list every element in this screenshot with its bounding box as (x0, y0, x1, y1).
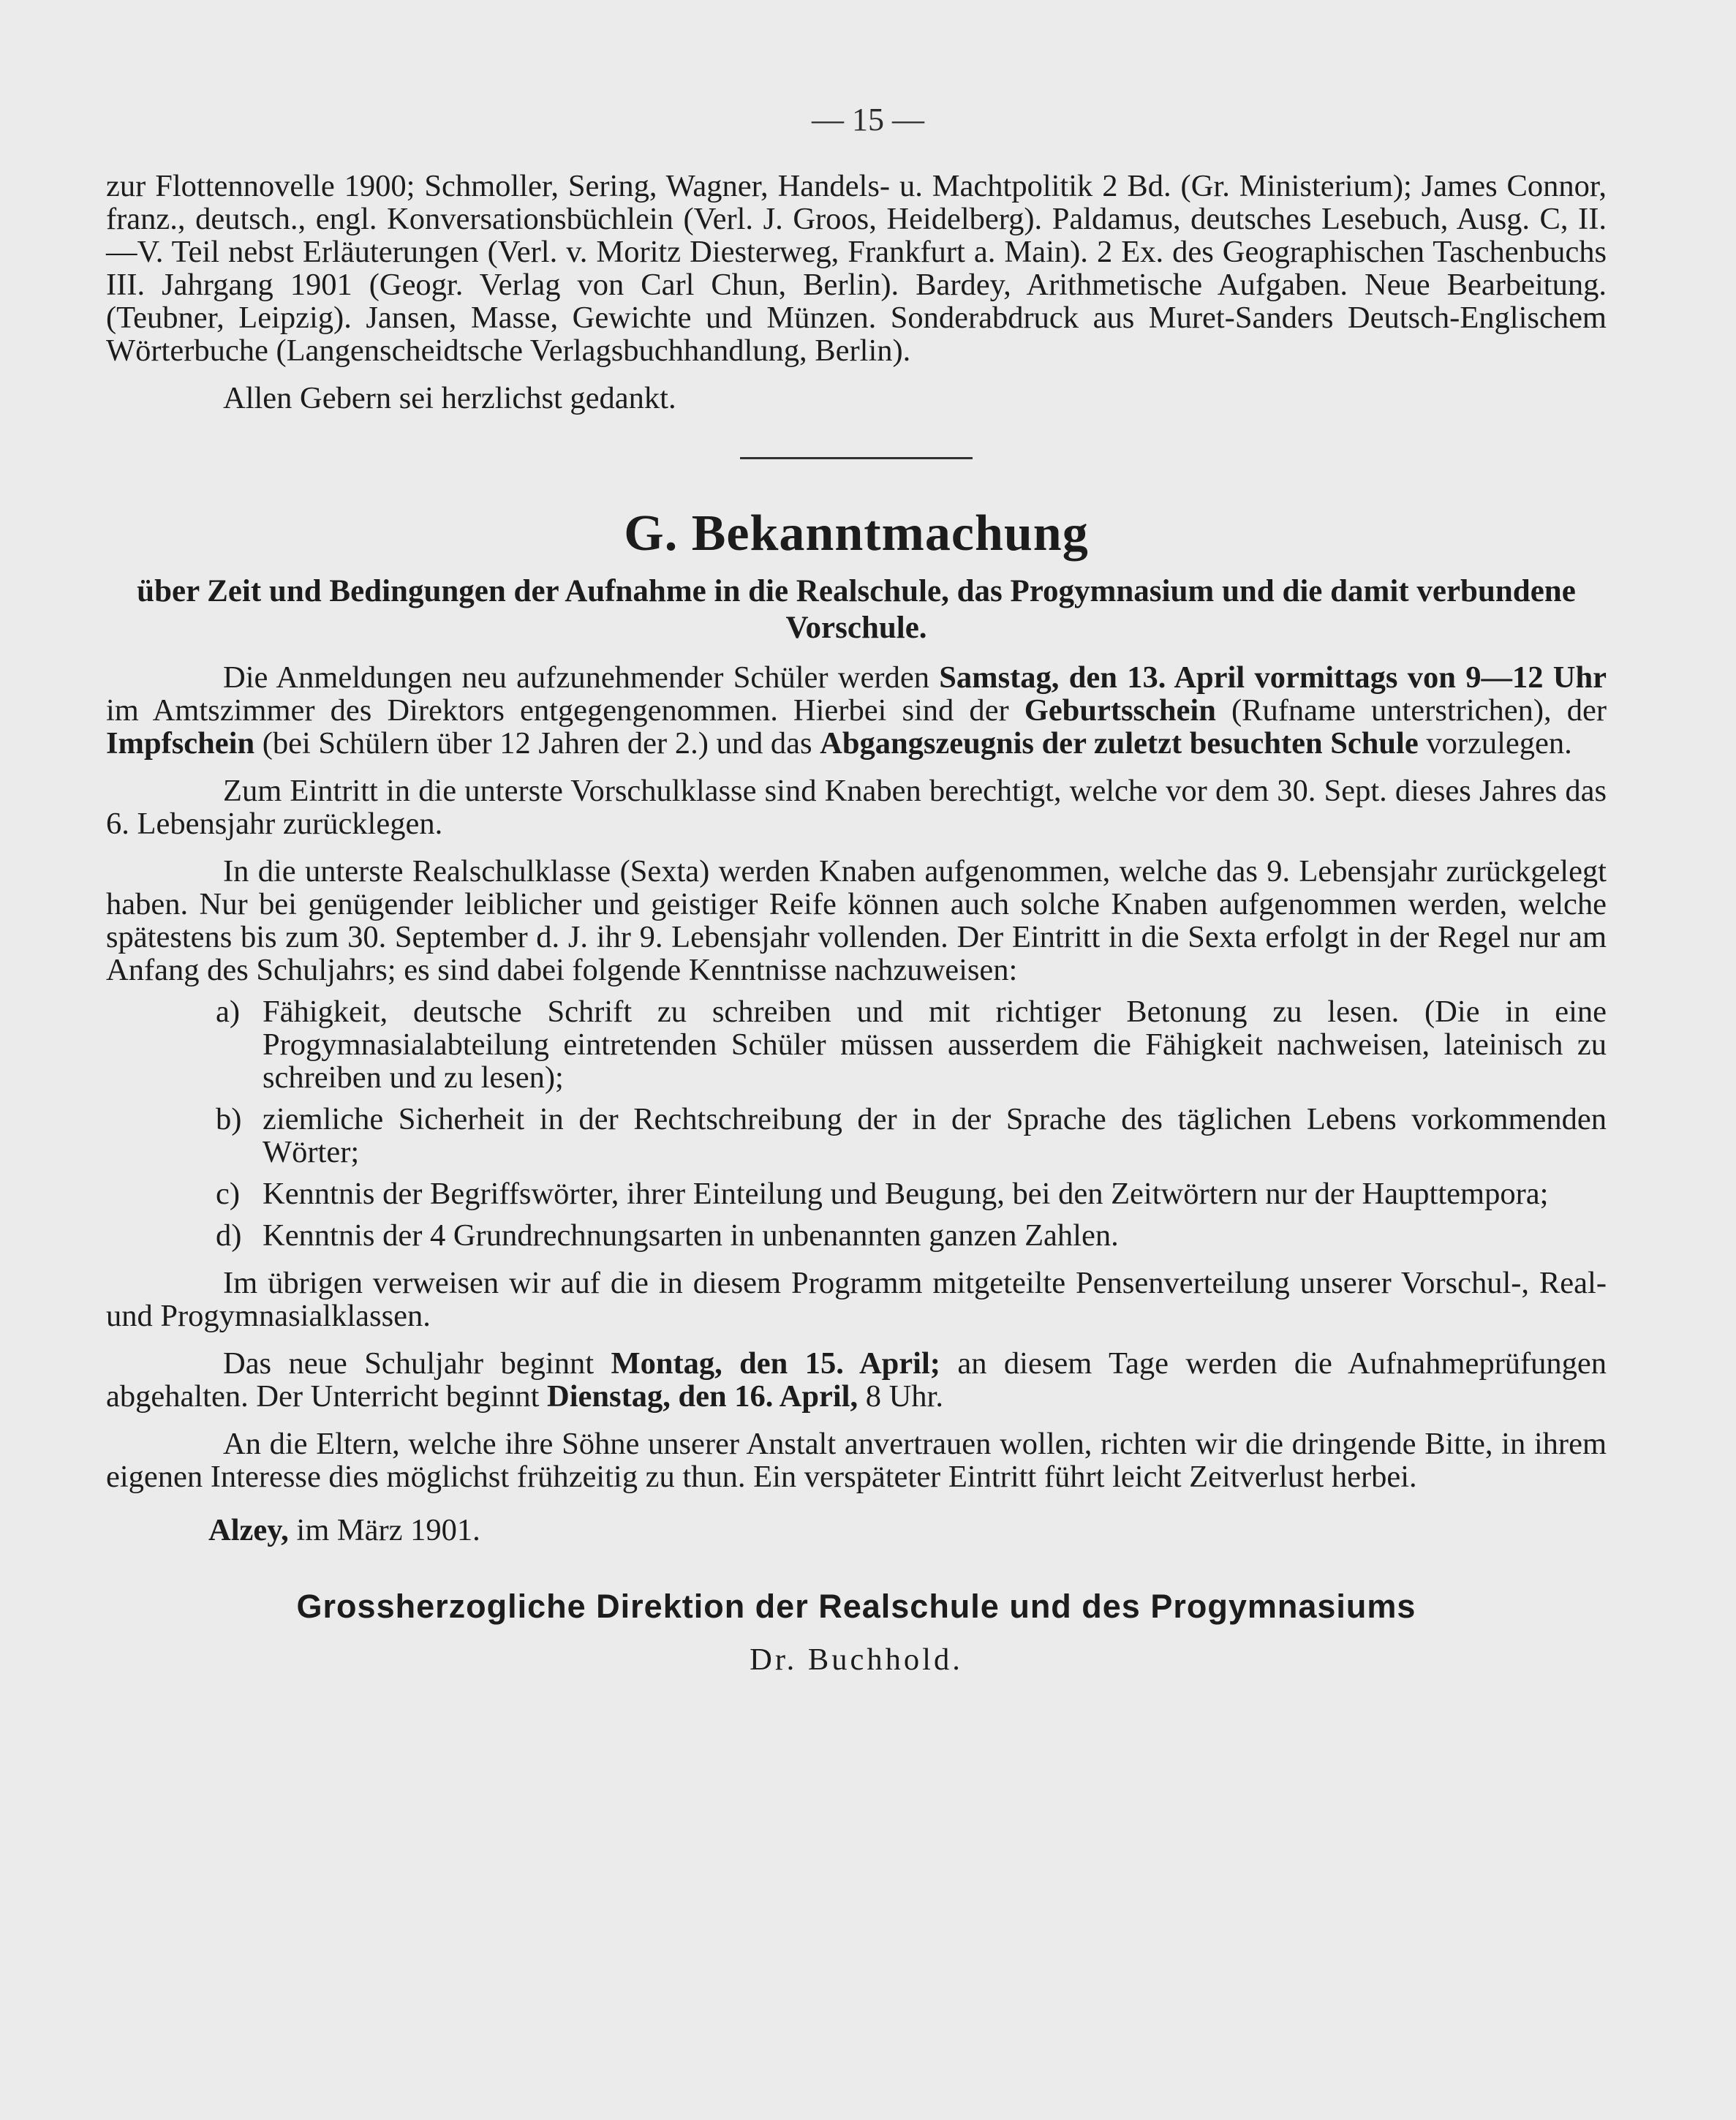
signature-place-date (106, 1514, 1607, 1547)
list-item-text: Kenntnis der Begriffswörter, ihrer Einteilung und Beugung, bei den Zeitwörtern nur der Haupttempora; (263, 1177, 1549, 1211)
birth-certificate: Geburtsschein (1024, 693, 1216, 728)
list-item (106, 1177, 1607, 1210)
list-item (106, 1103, 1607, 1169)
school-year-paragraph (106, 1347, 1607, 1413)
page-number: — 15 — (812, 102, 924, 137)
leaving-certificate: Abgangszeugnis der zuletzt besuchten Schule (820, 726, 1419, 761)
lessons-start: Dienstag, den 16. April, (547, 1379, 858, 1414)
list-item-label: a) (216, 995, 241, 1029)
signature-signer: Dr. Buchhold. (750, 1642, 963, 1677)
donations-paragraph: zur Flottennovelle 1900; Schmoller, Sering, Wagner, Handels- u. Machtpolitik 2 Bd. (Gr. Ministerium); James Connor, franz., deutsch., engl. Konversationsbüchlein (Verl. J. Groos, Heidelberg). Paldamus, deutsches Lesebuch, Ausg. C, II.—V. Teil nebst Erläuterungen (Verl. v. Moritz Diesterweg, Frankfurt a. Main). 2 Ex. des Geographischen Taschenbuchs III. Jahrgang 1901 (Geogr. Verlag von Carl Chun, Berlin). Bardey, Arithmetische Aufgaben. Neue Bearbeitung. (Teubner, Leipzig). Jansen, Masse, Gewichte und Münzen. Sonderabdruck aus Muret-Sanders Deutsch-Englischem Wörterbuche (Langenscheidtsche Verlagsbuchhandlung, Berlin). (106, 169, 1607, 368)
list-item-text: Fähigkeit, deutsche Schrift zu schreiben und mit richtiger Betonung zu lesen. (Die in eine Progymnasialabteilung eintretenden Schüler müssen ausserdem die Fähigkeit nachweisen, lateinisch zu schreiben und zu lesen); (263, 995, 1607, 1095)
school-year-start: Montag, den 15. April; (611, 1346, 940, 1381)
signature-place: Alzey, (208, 1513, 289, 1547)
list-item-text: ziemliche Sicherheit in der Rechtschreibung der in der Sprache des täglichen Lebens vorkommenden Wörter; (263, 1102, 1607, 1169)
requirements-list (106, 995, 1607, 1252)
thanks-paragraph: Allen Gebern sei herzlichst gedankt. (223, 381, 676, 415)
parents-paragraph: An die Eltern, welche ihre Söhne unserer Anstalt anvertrauen wollen, richten wir die dringende Bitte, in ihrem eigenen Interesse dies möglichst frühzeitig zu thun. Ein verspäteter Eintritt führt leicht Zeitverlust herbei. (106, 1427, 1607, 1494)
section-subheading: über Zeit und Bedingungen der Aufnahme in die Realschule, das Progymnasium und die damit verbundene Vorschule. (137, 574, 1576, 645)
page-body (106, 170, 1607, 1678)
signature-date: im März 1901. (288, 1513, 480, 1547)
preschool-paragraph: Zum Eintritt in die unterste Vorschulklasse sind Knaben berechtigt, welche vor dem 30. Sept. dieses Jahres das 6. Lebensjahr zurücklegen. (106, 774, 1607, 841)
registration-paragraph (106, 661, 1607, 760)
list-item-label: b) (216, 1102, 242, 1136)
registration-text-4: (bei Schülern über 12 Jahren der 2.) und das (254, 726, 820, 761)
registration-text-3: (Rufname unterstrichen), der (1215, 693, 1607, 728)
list-item-text: Kenntnis der 4 Grundrechnungsarten in unbenannten ganzen Zahlen. (263, 1218, 1119, 1253)
list-item (106, 1219, 1607, 1252)
school-year-text-2: an diesem Tage werden die Aufnahmeprüfungen abgehalten. Der Unterricht beginnt (106, 1346, 1607, 1414)
registration-date: Samstag, den 13. April vormittags von 9—12 Uhr (939, 660, 1607, 695)
signature-authority: Grossherzogliche Direktion der Realschule und des Progymnasiums (296, 1588, 1416, 1625)
list-item (106, 995, 1607, 1094)
section-divider (740, 457, 973, 459)
registration-text-1: Die Anmeldungen neu aufzunehmender Schüler werden (223, 660, 940, 695)
registration-text-5: vorzulegen. (1418, 726, 1572, 761)
registration-text-2: im Amtszimmer des Direktors entgegengenommen. Hierbei sind der (106, 693, 1024, 728)
list-item-label: c) (216, 1177, 241, 1211)
school-year-text-1: Das neue Schuljahr beginnt (223, 1346, 611, 1381)
school-year-text-3: 8 Uhr. (858, 1379, 943, 1414)
section-heading: G. Bekanntmachung (624, 505, 1089, 562)
sexta-paragraph: In die unterste Realschulklasse (Sexta) werden Knaben aufgenommen, welche das 9. Lebensjahr zurückgelegt haben. Nur bei genügender leiblicher und geistiger Reife können auch solche Knaben aufgenommen werden, welche spätestens bis zum 30. September d. J. ihr 9. Lebensjahr vollenden. Der Eintritt in die Sexta erfolgt in der Regel nur am Anfang des Schuljahrs; es sind dabei folgende Kenntnisse nachzuweisen: (106, 854, 1607, 987)
vaccination-certificate: Impfschein (106, 726, 255, 761)
reference-paragraph: Im übrigen verweisen wir auf die in diesem Programm mitgeteilte Pensenverteilung unserer Vorschul-, Real- und Progymnasialklassen. (106, 1266, 1607, 1333)
list-item-label: d) (216, 1218, 242, 1253)
